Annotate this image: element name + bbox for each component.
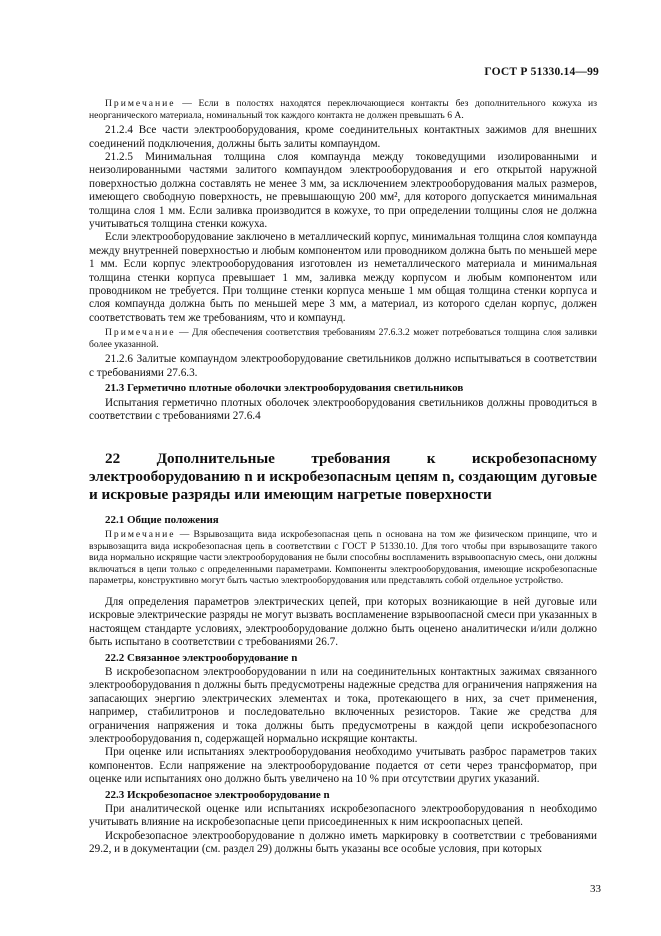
subheading-21-3: 21.3 Герметично плотные оболочки электрооборудования светильников — [105, 382, 464, 395]
paragraph-21-3: Испытания герметично плотных оболочек электрооборудования светильников должны проводиться в соответствии с требованиями 27.6.4 — [89, 396, 597, 423]
note-label: Примечание — [105, 98, 176, 109]
paragraph-22-3-a: При аналитической оценке или испытаниях искробезопасного электрооборудования n необходимо учитывать влияние на искробезопасные цепи присоединенных к ним искроопасных цепей. — [89, 802, 597, 829]
paragraph-metal-enclosure: Если электрооборудование заключено в металлический корпус, минимальная толщина слоя компаунда между внутренней поверхностью и любым компонентом или проводником должна быть по меньшей мере 1 мм. Если корпус электрооборудования изготовлен из неметаллического материала и минимальная толщина стенки корпуса превышает 1 мм, заливка между корпусом и любым компонентом или проводником не требуется. При толщине стенки корпуса меньше 1 мм общая толщина стенки корпуса и слоя компаунда должна быть по меньшей мере 3 мм, а материал, из которого сделан корпус, должен соответствовать тем же требованиям, что и компаунд. — [89, 231, 597, 324]
page-content — [89, 96, 597, 857]
paragraph-22-1: Для определения параметров электрических цепей, при которых возникающие в ней дуговые или искровые электрические разряды не могут вызвать воспламенение взрывоопасной смеси при указанных в настоящем стандарте условиях, электрооборудование должно быть оценено аналитически и/или должно быть испытано в соответствии с требованиями 26.7. — [89, 595, 597, 649]
paragraph-21-2-5: 21.2.5 Минимальная толщина слоя компаунда между токоведущими изолированными и неизолированными частями залитого компаундом электрооборудования и его открытой наружной поверхностью должна составлять не менее 3 мм, за исключением электрооборудования малых размеров, имеющего свободную поверхность, не превышающую 200 мм², для которого допускается минимальная толщина слоя 1 мм. Если заливка производится в кожухе, то при определении толщины слоя не должна учитываться толщина стенки кожуха. — [89, 151, 597, 231]
paragraph-22-2-b: При оценке или испытаниях электрооборудования необходимо учитывать разброс параметров таких компонентов. Если напряжение на электрооборудование подается от сети через трансформатор, при оценке или испытаниях оно должно быть увеличено на 10 % при отсутствии других указаний. — [89, 746, 597, 786]
document-code-header: ГОСТ Р 51330.14—99 — [484, 66, 599, 78]
note-intrinsic-safety — [89, 529, 597, 587]
paragraph-22-2-a: В искробезопасном электрооборудовании n или на соединительных контактных зажимах связанного электрооборудования n должны быть предусмотрены надежные средства для ограничения напряжения на запасающих энергию электрических элементах и тока, протекающего в них, за счет применения, например, стабилитронов и последовательно включенных резисторов. Такие же средства для ограничения напряжения и тока должны быть предусмотрены в каждой цепи искробезопасного электрооборудования n, содержащей нормально искрящие контакты. — [89, 665, 597, 745]
paragraph-21-2-4: 21.2.4 Все части электрооборудования, кроме соединительных контактных зажимов для внешних соединений подключения, должны быть залиты компаундом. — [89, 124, 597, 150]
note-text: — Для обеспечения соответствия требованиям 27.6.3.2 может потребоваться толщина слоя заливки более указанной. — [89, 327, 597, 350]
page-number: 33 — [590, 883, 601, 895]
note-label: Примечание — [105, 327, 176, 339]
section-title-22: 22 Дополнительные требования к искробезопасному электрооборудованию n и искробезопасным цепям n, создающим дуговые и искровые разряды или имеющим нагретые поверхности — [89, 449, 597, 503]
subheading-22-3: 22.3 Искробезопасное электрооборудование n — [105, 788, 330, 801]
note-label: Примечание — [105, 528, 176, 540]
subheading-22-2: 22.2 Связанное электрооборудование n — [105, 651, 298, 664]
paragraph-21-2-6: 21.2.6 Залитые компаундом электрооборудование светильников должно испытываться в соответствии с требованиями 27.6.3. — [89, 353, 597, 379]
paragraph-22-3-b: Искробезопасное электрооборудование n должно иметь маркировку в соответствии с требованиями 29.2, и в документации (см. раздел 29) должны быть указаны все особые условия, при которых — [89, 829, 597, 856]
note-text: — Если в полостях находятся переключающиеся контакты без дополнительного кожуха из неорганического материала, номинальный ток каждого контакта не должен превышать 6 А. — [89, 98, 597, 121]
note-contacts — [89, 98, 597, 121]
note-text: — Взрывозащита вида искробезопасная цепь n основана на том же физическом принципе, что и взрывозащита вида искробезопасная цепь в соответствии с ГОСТ Р 51330.10. Для того чтобы при взрывозащите такого вида нормально искрящие части электрооборудования не были способны воспламенить взрывоопасную смесь, они должны включаться в цепи только с определенными параметрами. Компоненты электрооборудования, имеющие искробезопасные параметры, конструктивно могут быть частью электрооборудования или представлять собой отдельное устройство. — [89, 528, 597, 587]
subheading-22-1: 22.1 Общие положения — [105, 513, 219, 526]
note-thickness — [89, 327, 597, 350]
